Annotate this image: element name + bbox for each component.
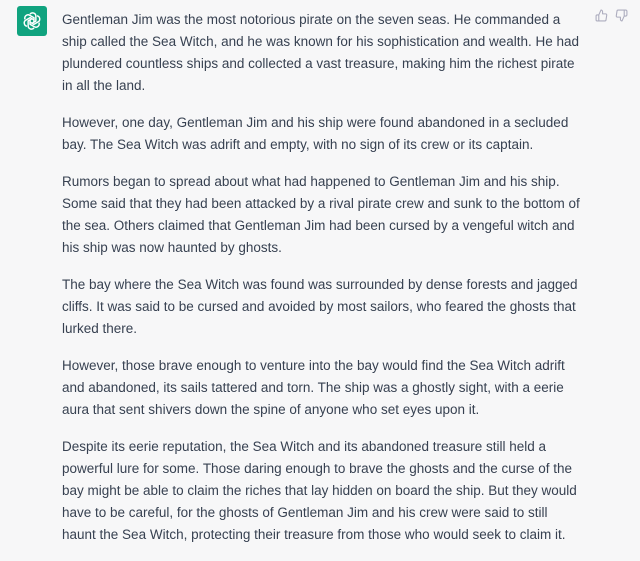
openai-logo-icon [21, 10, 43, 32]
message-paragraph: However, those brave enough to venture into the bay would find the Sea Witch adrift and abandoned, its sails tattered and torn. The ship was a ghostly sight, with a eerie aura that sent shivers down the spine of anyone who set eyes upon it. [62, 358, 565, 417]
thumbs-down-button[interactable] [614, 8, 628, 22]
thumbs-up-button[interactable] [594, 8, 608, 22]
message-paragraph: Despite its eerie reputation, the Sea Witch and its abandoned treasure still held a powerful lure for some. Those daring enough to brave the ghosts and the curse of the bay might be able to claim the riches that lay hidden on board the ship. But they would have to be careful, for the ghosts of Gentleman Jim and his crew were said to still haunt the Sea Witch, protecting their treasure from those who would seek to claim it. [62, 439, 577, 542]
feedback-buttons [594, 8, 628, 22]
thumbs-up-icon [595, 9, 608, 22]
message-paragraph: However, one day, Gentleman Jim and his ship were found abandoned in a secluded bay. The Sea Witch was adrift and empty, with no sign of its crew or its captain. [62, 115, 569, 152]
message-paragraph: Rumors began to spread about what had happened to Gentleman Jim and his ship. Some said that they had been attacked by a rival pirate crew and sunk to the bottom of the sea. Others claimed that Gentleman Jim had been cursed by a vengeful witch and his ship was now haunted by ghosts. [62, 174, 580, 255]
message-paragraph: The bay where the Sea Witch was found was surrounded by dense forests and jagged cliffs. It was said to be cursed and avoided by most sailors, who feared the ghosts that lurked there. [62, 277, 578, 336]
assistant-avatar [17, 6, 47, 36]
assistant-message-body [62, 9, 582, 561]
message-paragraph: Gentleman Jim was the most notorious pirate on the seven seas. He commanded a ship called the Sea Witch, and he was known for his sophistication and wealth. He had plundered countless ships and collected a vast treasure, making him the richest pirate in all the land. [62, 12, 580, 93]
thumbs-down-icon [615, 9, 628, 22]
